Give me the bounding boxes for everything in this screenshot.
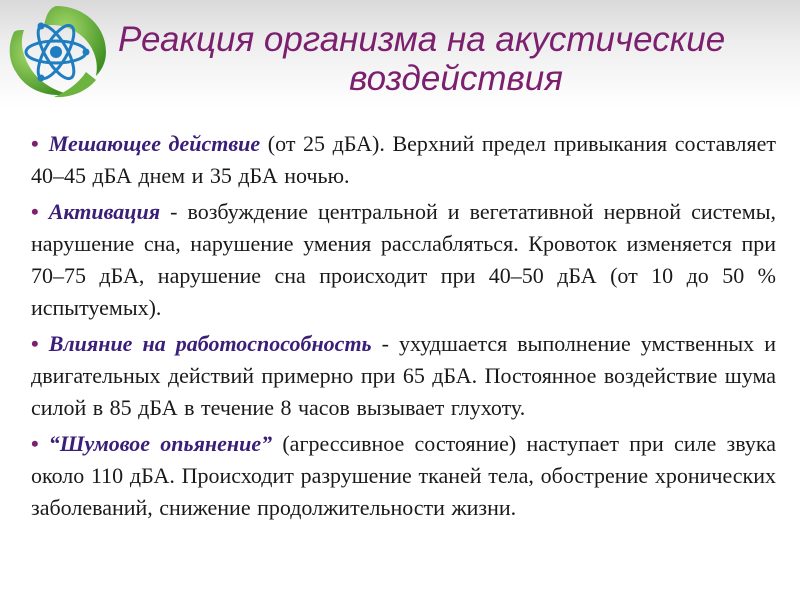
bullet-icon: • xyxy=(31,431,39,456)
bullet-paragraph-3 xyxy=(31,328,776,424)
bullet-text-1: (от 25 дБА). Верхний предел привыкания составляет 40–45 дБА днем и 35 дБА ночью. xyxy=(31,131,776,188)
atom-leaf-icon xyxy=(2,2,110,100)
slide-title-line1: Реакция организма на акустические xyxy=(118,20,726,59)
bullet-text-2: - возбуждение центральной и вегетативной нервной системы, нарушение сна, нарушение умения расслабляться. Кровоток изменяется при 70–75 дБА, нарушение сна происходит при 40–50 дБА (от 10 до 50 % испытуемых). xyxy=(31,199,776,320)
bullet-text-3: - ухудшается выполнение умственных и двигательных действий примерно при 65 дБА. Постоянное воздействие шума силой в 85 дБА в течение 8 часов вызывает глухоту. xyxy=(31,331,776,420)
slide-title-line2: воздействия xyxy=(349,59,563,98)
bullet-term-4: “Шумовое опьянение” xyxy=(48,431,273,456)
bullet-text-4: (агрессивное состояние) наступает при силе звука около 110 дБА. Происходит разрушение тканей тела, обострение хронических заболеваний, снижение продолжительности жизни. xyxy=(31,431,776,520)
bullet-icon: • xyxy=(31,131,39,156)
bullet-paragraph-2 xyxy=(31,196,776,324)
bullet-paragraph-4 xyxy=(31,428,776,524)
slide-body xyxy=(31,128,776,528)
slide-title xyxy=(112,20,800,98)
bullet-term-3: Влияние на работоспособность xyxy=(48,331,372,356)
bullet-paragraph-1 xyxy=(31,128,776,192)
bullet-term-2: Активация xyxy=(48,199,161,224)
bullet-term-1: Мешающее действие xyxy=(48,131,261,156)
bullet-icon: • xyxy=(31,331,39,356)
bullet-icon: • xyxy=(31,199,39,224)
